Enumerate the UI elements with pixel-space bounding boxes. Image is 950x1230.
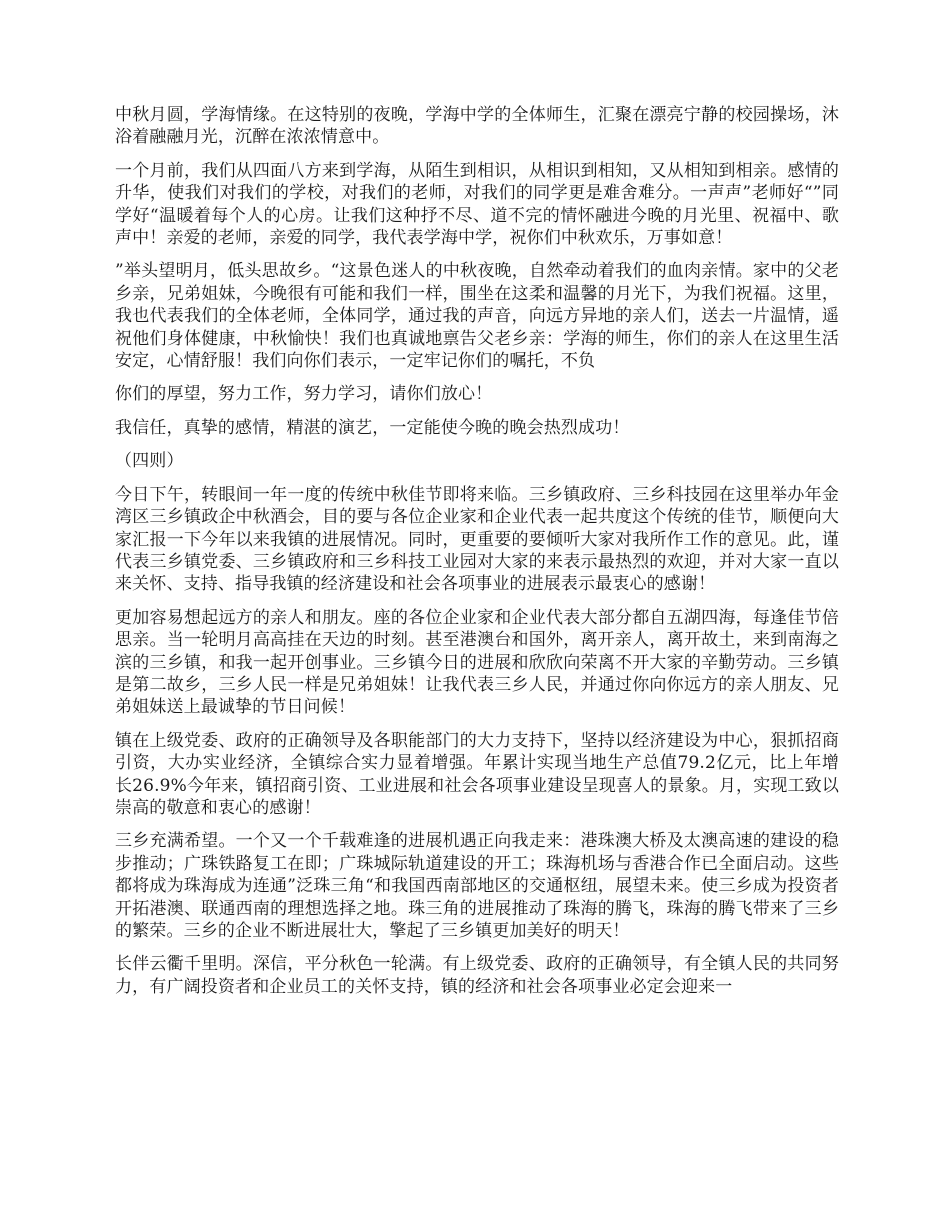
paragraph-one-month-ago: 一个月前，我们从四面八方来到学海，从陌生到相识，从相识到相知，又从相知到相亲。感情的升华，使我们对我们的学校，对我们的老师，对我们的同学更是难舍难分。一声声”老师好“”同学好“温暖着每个人的心房。让我们这种抒不尽、道不完的情怀融进今晚的月光里、祝福中、歌声中！亲爱的老师，亲爱的同学，我代表学海中学，祝你们中秋欢乐，万事如意！ (115, 160, 839, 249)
document-body (115, 104, 839, 1009)
paragraph-hope-opportunities: 三乡充满希望。一个又一个千载难逢的进展机遇正向我走来：港珠澳大桥及太澳高速的建设的稳步推动；广珠铁路复工在即；广珠城际轨道建设的开工；珠海机场与香港合作已全面启动。这些都将成为珠海成为连通”泛珠三角“和我国西南部地区的交通枢纽，展望未来。使三乡成为投资者开拓港澳、联通西南的理想选择之地。珠三角的进展推动了珠海的腾飞，珠海的腾飞带来了三乡的繁荣。三乡的企业不断进展壮大，擎起了三乡镇更加美好的明天！ (115, 831, 839, 941)
section-heading-four: （四则） (115, 451, 184, 472)
paragraph-intro: 中秋月圆，学海情缘。在这特别的夜晚，学海中学的全体师生，汇聚在漂亮宁静的校园操场，沐浴着融融月光，沉醉在浓浓情意中。 (115, 105, 839, 148)
paragraph-moon-homesick: ”举头望明月，低头思故乡。“这景色迷人的中秋夜晚，自然牵动着我们的血肉亲情。家中的父老乡亲，兄弟姐妹，今晚很有可能和我们一样，围坐在这柔和温馨的月光下，为我们祝福。这里，我也代表我们的全体老师，全体同学，通过我的声音，向远方异地的亲人们，送去一片温情，遥祝他们身体健康，中秋愉快！我们也真诚地禀告父老乡亲：学海的师生，你们的亲人在这里生活安定，心情舒服！我们向你们表示，一定牢记你们的嘱托，不负 (115, 261, 839, 372)
paragraph-closing: 长伴云衢千里明。深信，平分秋色一轮满。有上级党委、政府的正确领导，有全镇人民的共同努力，有广阔投资者和企业员工的关怀支持，镇的经济和社会各项事业必定会迎来一 (115, 954, 839, 997)
paragraph-trust: 我信任，真挚的感情，精湛的演艺，一定能使今晚的晚会热烈成功！ (115, 417, 630, 438)
paragraph-distant-relatives: 更加容易想起远方的亲人和朋友。座的各位企业家和企业代表大部分都自五湖四海，每逢佳节倍思亲。当一轮明月高高挂在天边的时刻。甚至港澳台和国外，离开亲人，离开故土，来到南海之滨的三乡镇，和我一起开创事业。三乡镇今日的进展和欣欣向荣离不开大家的辛勤劳动。三乡镇是第二故乡，三乡人民一样是兄弟姐妹！让我代表三乡人民，并通过你向你远方的亲人朋友、兄弟姐妹送上最诚挚的节日问候！ (115, 607, 839, 718)
paragraph-economic-progress: 镇在上级党委、政府的正确领导及各职能部门的大力支持下，坚持以经济建设为中心，狠抓招商引资，大办实业经济，全镇综合实力显着增强。年累计实现当地生产总值79.2亿元，比上年增长26.9%今年来，镇招商引资、工业进展和社会各项事业建设呈现喜人的景象。月，实现工致以崇高的敬意和衷心的感谢！ (115, 730, 839, 818)
paragraph-festival-reception: 今日下午，转眼间一年一度的传统中秋佳节即将来临。三乡镇政府、三乡科技园在这里举办年金湾区三乡镇政企中秋酒会，目的要与各位企业家和企业代表一起共度这个传统的佳节，顺便向大家汇报一下今年以来我镇的进展情况。同时，更重要的要倾听大家对我所作工作的意见。此，谨代表三乡镇党委、三乡镇政府和三乡科技工业园对大家的来表示最热烈的欢迎，并对大家一直以来关怀、支持、指导我镇的经济建设和社会各项事业的进展表示最衷心的感谢！ (115, 484, 839, 595)
paragraph-expectations: 你们的厚望，努力工作，努力学习，请你们放心！ (115, 384, 493, 405)
